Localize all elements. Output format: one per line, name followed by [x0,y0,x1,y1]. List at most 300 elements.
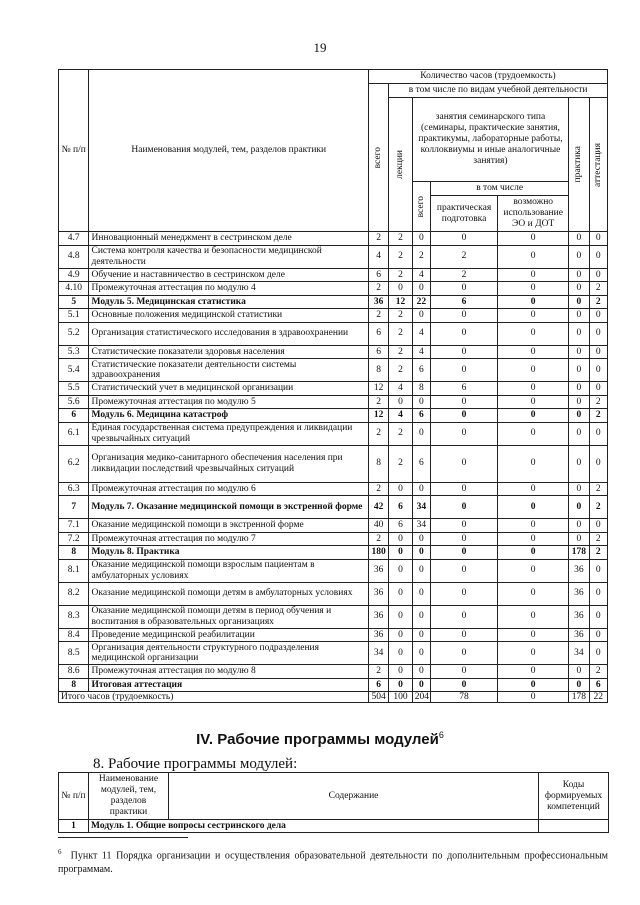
row-hours-cell: 0 [498,445,569,482]
row-hours-cell: 4 [412,322,430,345]
row-code: 8.3 [59,605,89,628]
row-hours-cell: 0 [569,359,589,382]
row-name: Инновационный менеджмент в сестринском деле [89,232,369,246]
row-hours-cell: 0 [498,232,569,246]
row-hours-cell: 0 [389,665,412,679]
row-name: Промежуточная аттестация по модулю 6 [89,482,369,496]
row-name: Оказание медицинской помощи в экстренной форме [89,519,369,533]
row-hours-cell: 6 [431,382,498,396]
row-hours-cell: 0 [569,409,589,423]
row-hours-cell: 0 [498,382,569,396]
row-hours-cell: 6 [369,322,389,345]
row-code: 5.2 [59,322,89,345]
row-hours-cell: 2 [389,445,412,482]
row-hours-cell: 36 [369,582,389,605]
row-code: 4.10 [59,282,89,296]
table-row [59,605,608,628]
footnote-rule [58,837,188,838]
row-hours-cell: 0 [412,395,430,409]
row-name: Промежуточная аттестация по модулю 7 [89,532,369,546]
table-row [59,322,608,345]
header-attestation-text: аттестация [592,142,603,187]
row-name: Итоговая аттестация [89,678,369,692]
row-name: Модуль 5. Медицинская статистика [89,295,369,309]
row-hours-cell: 0 [431,395,498,409]
row-hours-cell: 2 [589,395,607,409]
header-practice-text: практика [573,146,584,183]
row-name: Модуль 7. Оказание медицинской помощи в экстренной форме [89,496,369,519]
sub-title: 8. Рабочие программы модулей: [93,756,298,772]
row-hours-cell: 0 [431,605,498,628]
row-hours-cell: 0 [431,409,498,423]
total-cell: 204 [412,692,430,703]
row-hours-cell: 0 [431,345,498,359]
row-hours-cell: 36 [369,559,389,582]
row-name: Оказание медицинской помощи детям в амбулаторных условиях [89,582,369,605]
row-hours-cell: 6 [389,519,412,533]
row-hours-cell: 0 [431,445,498,482]
row-hours-cell: 0 [569,532,589,546]
row-code: 8.6 [59,665,89,679]
row-hours-cell: 0 [431,309,498,323]
row-hours-cell: 0 [498,496,569,519]
row-hours-cell: 2 [589,496,607,519]
row-hours-cell: 36 [569,559,589,582]
row-hours-cell: 0 [412,546,430,560]
table-row [59,309,608,323]
row-name: Оказание медицинской помощи взрослым пациентам в амбулаторных условиях [89,559,369,582]
table-row [59,532,608,546]
row-hours-cell: 4 [369,245,389,268]
row-hours-cell: 0 [589,445,607,482]
header-sem-total [412,182,430,232]
row-code: 6.2 [59,445,89,482]
row-hours-cell: 6 [369,678,389,692]
row-hours-cell: 0 [589,605,607,628]
total-row [59,692,608,703]
total-cell: 78 [431,692,498,703]
row-hours-cell: 0 [431,322,498,345]
row-hours-cell: 2 [369,532,389,546]
row-name: Промежуточная аттестация по модулю 4 [89,282,369,296]
row-hours-cell: 34 [412,519,430,533]
section-footnote-mark: 6 [438,730,444,740]
row-hours-cell: 36 [369,605,389,628]
header-including: в том числе [431,182,569,196]
row-code: 5 [59,295,89,309]
table-row [59,665,608,679]
row-code: 8.5 [59,642,89,665]
row-code: 8.4 [59,628,89,642]
row-hours-cell: 8 [412,382,430,396]
row-hours-cell: 0 [589,642,607,665]
row-name: Статистический учет в медицинской организации [89,382,369,396]
row-hours-cell: 2 [369,232,389,246]
table-row [59,295,608,309]
row-hours-cell: 0 [431,232,498,246]
table-row [59,628,608,642]
row-hours-cell: 0 [498,282,569,296]
row-hours-cell: 0 [389,582,412,605]
row-hours-cell: 0 [569,295,589,309]
table-row [59,482,608,496]
row-hours-cell: 0 [431,282,498,296]
row-hours-cell: 0 [589,359,607,382]
row-hours-cell: 6 [589,678,607,692]
row-name: Модуль 6. Медицина катастроф [89,409,369,423]
row-hours-cell: 0 [498,395,569,409]
curriculum-table-header [59,70,608,232]
row-hours-cell: 36 [369,628,389,642]
row-hours-cell: 0 [412,605,430,628]
row-hours-cell: 2 [389,245,412,268]
row-hours-cell: 2 [589,532,607,546]
row-code: 8 [59,546,89,560]
header-practical: практическая подготовка [431,196,498,232]
row-hours-cell: 0 [412,559,430,582]
table-row [59,359,608,382]
row-hours-cell: 0 [569,482,589,496]
total-cell: 0 [498,692,569,703]
row-hours-cell: 0 [569,678,589,692]
row-code: 5.4 [59,359,89,382]
row-hours-cell: 0 [498,546,569,560]
row-hours-cell: 6 [431,295,498,309]
row-hours-cell: 0 [569,309,589,323]
row-name: Организация медико-санитарного обеспечения населения при ликвидации последствий чрезвычайных ситуаций [89,445,369,482]
row-hours-cell: 0 [589,345,607,359]
row-code: 4.9 [59,268,89,282]
row-hours-cell: 0 [431,559,498,582]
row-hours-cell: 0 [431,496,498,519]
row-hours-cell: 0 [498,322,569,345]
row-hours-cell: 2 [589,295,607,309]
row-hours-cell: 2 [369,309,389,323]
row-hours-cell: 2 [389,232,412,246]
table-row [59,382,608,396]
row-hours-cell: 0 [569,345,589,359]
modules-table [58,772,609,833]
row-hours-cell: 0 [498,582,569,605]
row-hours-cell: 0 [389,605,412,628]
row-hours-cell: 0 [498,678,569,692]
modules-row-code: 1 [59,820,89,833]
row-hours-cell: 12 [369,382,389,396]
table-row [59,519,608,533]
header-total [369,84,389,232]
row-hours-cell: 0 [569,232,589,246]
curriculum-table-body [59,232,608,692]
row-hours-cell: 6 [412,359,430,382]
modules-row-name: Модуль 1. Общие вопросы сестринского дела [89,820,539,833]
row-hours-cell: 0 [431,665,498,679]
row-hours-cell: 6 [412,409,430,423]
row-name: Статистические показатели деятельности системы здравоохранения [89,359,369,382]
row-code: 7 [59,496,89,519]
row-hours-cell: 180 [369,546,389,560]
row-hours-cell: 0 [431,359,498,382]
table-row [59,268,608,282]
page-number: 19 [313,40,327,55]
row-hours-cell: 0 [412,532,430,546]
row-hours-cell: 0 [569,382,589,396]
row-hours-cell: 2 [589,546,607,560]
row-name: Организация статистического исследования в здравоохранении [89,322,369,345]
footnote-mark: 6 [58,848,62,856]
row-hours-cell: 2 [369,422,389,445]
row-hours-cell: 0 [389,559,412,582]
row-hours-cell: 0 [498,268,569,282]
row-code: 8 [59,678,89,692]
row-name: Система контроля качества и безопасности медицинской деятельности [89,245,369,268]
row-code: 5.1 [59,309,89,323]
table-row [59,445,608,482]
table-row [59,232,608,246]
row-hours-cell: 34 [412,496,430,519]
header-eo-dot: возможно использование ЭО и ДОТ [498,196,569,232]
row-hours-cell: 0 [498,422,569,445]
row-hours-cell: 0 [412,232,430,246]
row-hours-cell: 2 [369,395,389,409]
row-code: 6.1 [59,422,89,445]
row-hours-cell: 40 [369,519,389,533]
row-hours-cell: 2 [389,309,412,323]
row-hours-cell: 2 [389,345,412,359]
row-hours-cell: 2 [431,268,498,282]
total-cell: 100 [389,692,412,703]
row-name: Единая государственная система предупреждения и ликвидации чрезвычайных ситуаций [89,422,369,445]
row-hours-cell: 6 [369,268,389,282]
row-hours-cell: 0 [569,322,589,345]
row-code: 8.1 [59,559,89,582]
row-hours-cell: 0 [389,546,412,560]
row-hours-cell: 0 [498,309,569,323]
header-lectures-text: лекции [395,150,406,179]
row-hours-cell: 0 [431,628,498,642]
row-hours-cell: 4 [412,345,430,359]
row-hours-cell: 0 [412,628,430,642]
row-hours-cell: 0 [569,395,589,409]
row-hours-cell: 0 [431,519,498,533]
table-row [59,282,608,296]
table-row [59,409,608,423]
row-hours-cell: 0 [498,345,569,359]
header-attestation [589,98,607,232]
modules-header-codes: Коды формируемых компетенций [539,773,609,820]
row-hours-cell: 2 [369,282,389,296]
row-hours-cell: 0 [589,309,607,323]
row-hours-cell: 0 [589,382,607,396]
row-hours-cell: 0 [569,496,589,519]
header-name: Наименования модулей, тем, разделов практики [89,70,369,232]
table-row [59,642,608,665]
row-hours-cell: 0 [389,482,412,496]
row-hours-cell: 2 [369,665,389,679]
total-label: Итого часов (трудоемкость) [59,692,369,703]
row-hours-cell: 0 [569,245,589,268]
header-num: № п/п [59,70,89,232]
total-cell: 178 [569,692,589,703]
row-hours-cell: 4 [412,268,430,282]
row-code: 8.2 [59,582,89,605]
footnote [58,845,608,877]
row-hours-cell: 0 [431,482,498,496]
row-hours-cell: 0 [389,395,412,409]
row-hours-cell: 36 [569,582,589,605]
row-hours-cell: 0 [569,445,589,482]
row-hours-cell: 22 [412,295,430,309]
row-hours-cell: 0 [389,678,412,692]
row-code: 4.8 [59,245,89,268]
row-hours-cell: 36 [369,295,389,309]
modules-row [59,820,609,833]
row-hours-cell: 0 [431,642,498,665]
table-row [59,345,608,359]
row-hours-cell: 0 [569,665,589,679]
row-hours-cell: 2 [589,665,607,679]
row-name: Оказание медицинской помощи детям в период обучения и воспитания в образовательных организациях [89,605,369,628]
row-hours-cell: 4 [389,409,412,423]
row-code: 7.1 [59,519,89,533]
row-hours-cell: 34 [369,642,389,665]
row-hours-cell: 0 [389,628,412,642]
row-hours-cell: 8 [369,445,389,482]
row-hours-cell: 2 [589,482,607,496]
table-row [59,422,608,445]
row-hours-cell: 0 [589,422,607,445]
row-name: Модуль 8. Практика [89,546,369,560]
table-row [59,678,608,692]
row-hours-cell: 0 [569,422,589,445]
row-code: 4.7 [59,232,89,246]
row-name: Организация деятельности структурного подразделения медицинской организации [89,642,369,665]
row-code: 6 [59,409,89,423]
row-hours-cell: 0 [589,245,607,268]
footnote-text: Пункт 11 Порядка организации и осуществления образовательной деятельности по дополнительным профессиональным программам. [58,850,608,876]
row-hours-cell: 6 [412,445,430,482]
row-name: Проведение медицинской реабилитации [89,628,369,642]
row-name: Промежуточная аттестация по модулю 5 [89,395,369,409]
modules-row-codes [539,820,609,833]
row-hours-cell: 2 [412,245,430,268]
row-hours-cell: 0 [498,628,569,642]
row-hours-cell: 0 [431,582,498,605]
row-hours-cell: 6 [389,496,412,519]
header-lectures [389,98,412,232]
row-hours-cell: 0 [498,482,569,496]
header-total-text: всего [373,146,384,169]
row-hours-cell: 0 [589,559,607,582]
table-row [59,496,608,519]
row-hours-cell: 0 [589,232,607,246]
row-hours-cell: 0 [412,582,430,605]
row-hours-cell: 12 [369,409,389,423]
row-name: Статистические показатели здоровья населения [89,345,369,359]
row-hours-cell: 2 [389,359,412,382]
row-hours-cell: 0 [412,282,430,296]
row-hours-cell: 0 [498,605,569,628]
header-sem-total-text: всего [415,195,426,218]
row-hours-cell: 2 [389,422,412,445]
row-hours-cell: 8 [369,359,389,382]
row-hours-cell: 0 [389,532,412,546]
row-hours-cell: 6 [369,345,389,359]
row-name: Обучение и наставничество в сестринском деле [89,268,369,282]
row-name: Промежуточная аттестация по модулю 8 [89,665,369,679]
row-hours-cell: 2 [431,245,498,268]
row-hours-cell: 0 [589,322,607,345]
row-hours-cell: 0 [498,359,569,382]
row-hours-cell: 0 [412,422,430,445]
row-hours-cell: 178 [569,546,589,560]
row-hours-cell: 0 [431,678,498,692]
row-hours-cell: 0 [498,532,569,546]
row-hours-cell: 0 [431,546,498,560]
row-hours-cell: 2 [589,409,607,423]
row-hours-cell: 0 [569,282,589,296]
row-hours-cell: 0 [569,519,589,533]
row-hours-cell: 0 [589,628,607,642]
row-code: 5.6 [59,395,89,409]
header-hours-total: Количество часов (трудоемкость) [369,70,608,84]
total-cell: 504 [369,692,389,703]
row-hours-cell: 0 [412,482,430,496]
row-code: 5.5 [59,382,89,396]
table-row [59,546,608,560]
section-title-text: IV. Рабочие программы модулей [196,731,439,748]
modules-header-name: Наименование модулей, тем, разделов практики [89,773,169,820]
row-hours-cell: 0 [498,295,569,309]
row-hours-cell: 0 [589,268,607,282]
row-hours-cell: 2 [389,268,412,282]
header-practice [569,98,589,232]
row-hours-cell: 0 [431,422,498,445]
row-hours-cell: 0 [389,282,412,296]
row-hours-cell: 0 [498,559,569,582]
row-hours-cell: 2 [369,482,389,496]
row-hours-cell: 0 [498,519,569,533]
row-hours-cell: 42 [369,496,389,519]
row-hours-cell: 0 [569,268,589,282]
row-hours-cell: 0 [389,642,412,665]
row-hours-cell: 0 [589,582,607,605]
row-hours-cell: 2 [589,282,607,296]
row-hours-cell: 0 [412,309,430,323]
row-hours-cell: 0 [498,642,569,665]
row-hours-cell: 0 [412,642,430,665]
row-code: 5.3 [59,345,89,359]
row-hours-cell: 36 [569,605,589,628]
row-hours-cell: 2 [389,322,412,345]
section-title [0,730,640,748]
table-row [59,582,608,605]
row-code: 6.3 [59,482,89,496]
total-cell: 22 [589,692,607,703]
row-code: 7.2 [59,532,89,546]
row-hours-cell: 0 [498,409,569,423]
header-seminars: занятия семинарского типа (семинары, практические занятия, практикумы, лабораторные работы, коллоквиумы и иные аналогичные занятия) [412,98,569,182]
modules-header-num: № п/п [59,773,89,820]
row-hours-cell: 0 [498,245,569,268]
header-by-activity: в том числе по видам учебной деятельности [389,84,608,98]
modules-header-content: Содержание [169,773,539,820]
row-hours-cell: 0 [431,532,498,546]
row-hours-cell: 0 [412,678,430,692]
table-row [59,395,608,409]
row-hours-cell: 12 [389,295,412,309]
row-hours-cell: 4 [389,382,412,396]
row-name: Основные положения медицинской статистики [89,309,369,323]
